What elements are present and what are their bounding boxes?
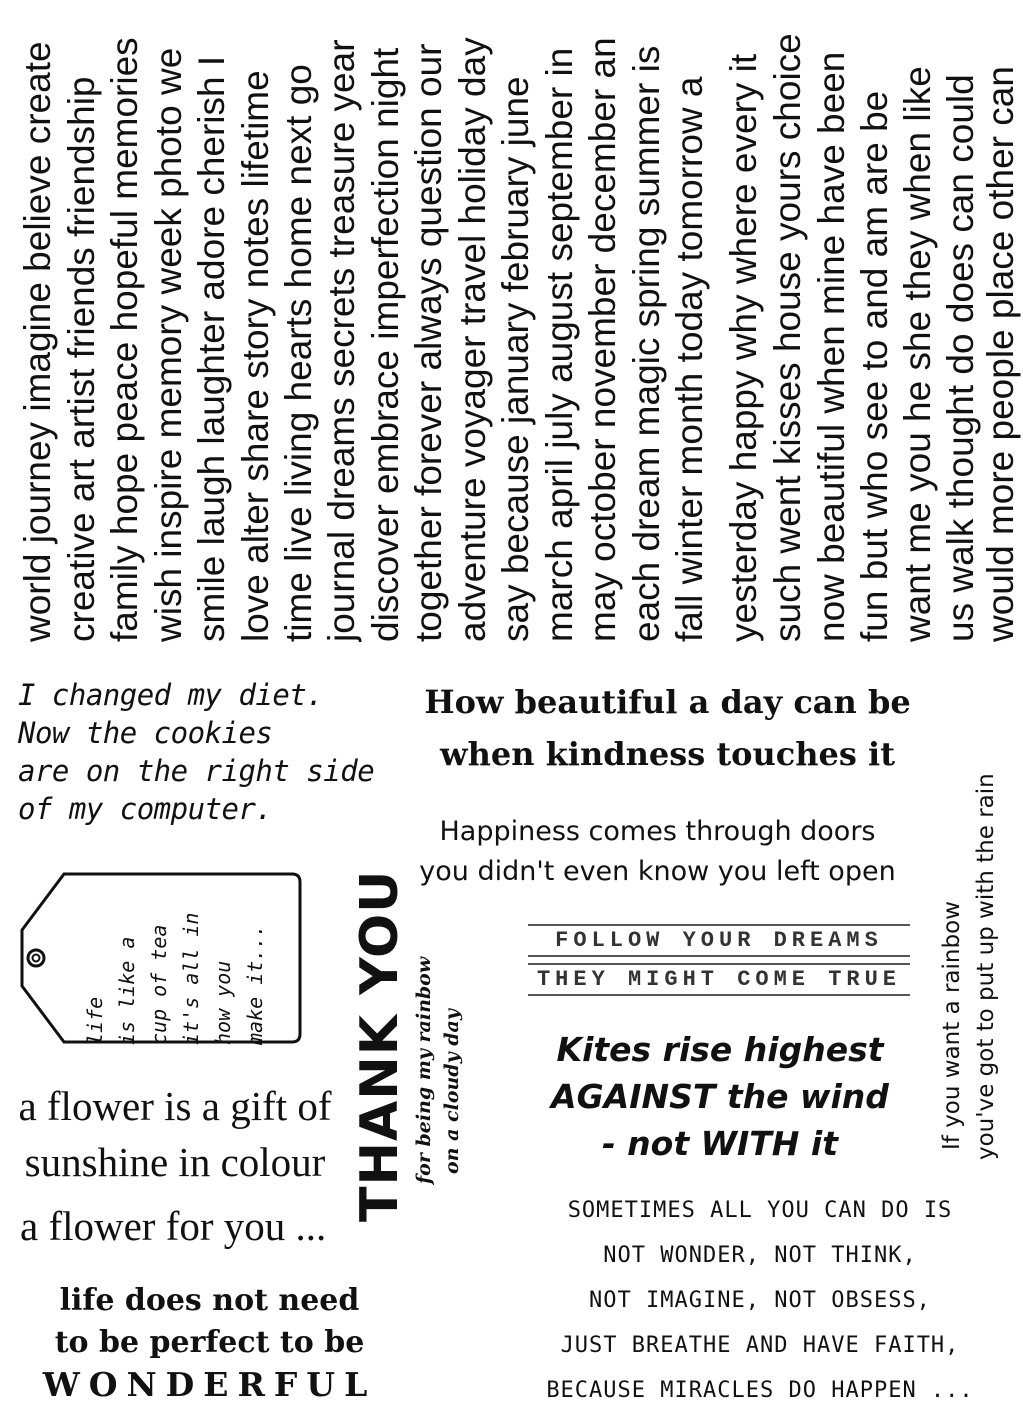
kites-quote: [520, 1026, 920, 1167]
word-strips: [0, 0, 1023, 660]
diet-line: Now the cookies: [18, 716, 273, 750]
tag-line: life: [83, 996, 107, 1045]
word-strip: now beautiful when mine have been: [811, 51, 852, 642]
sometimes-line: NOT WONDER, NOT THINK,: [603, 1243, 917, 1268]
happiness-line: Happiness comes through doors: [439, 816, 876, 847]
tag-line: how you: [211, 960, 235, 1045]
word-strip: journal dreams secrets treasure year: [321, 39, 362, 642]
beautiful-line: How beautiful a day can be: [424, 683, 911, 721]
flower-quote: [15, 1078, 335, 1190]
sometimes-line: JUST BREATHE AND HAVE FAITH,: [560, 1333, 960, 1358]
word-strip: smile laugh laughter adore cherish I: [191, 55, 232, 642]
thank-you-sub: for being my rainbow: [413, 956, 435, 1184]
kites-line: AGAINST the wind: [551, 1077, 889, 1116]
word-strip: together forever always question our: [408, 43, 449, 642]
thank-you-sub: on a cloudy day: [441, 1009, 463, 1174]
tea-tag: [16, 868, 306, 1048]
happiness-line: you didn't even know you left open: [419, 856, 896, 887]
word-strip: wish inspire memory week photo we: [148, 47, 189, 642]
word-strip: march april july august september in: [539, 47, 580, 642]
word-strip: adventure voyager travel holiday day: [452, 37, 493, 642]
beautiful-day-quote: [405, 676, 930, 780]
tag-line: cup of tea: [147, 924, 171, 1045]
wonderful-word: WONDERFUL: [42, 1365, 377, 1404]
kites-line: Kites rise highest: [556, 1030, 884, 1069]
word-strip: world journey imagine believe create: [17, 41, 58, 642]
happiness-quote: [400, 812, 915, 892]
tag-line: is like a: [115, 936, 139, 1045]
word-strip: each dream magic spring summer is: [626, 45, 667, 642]
diet-line: are on the right side: [18, 754, 375, 788]
word-strip: want me you he she they when like: [897, 66, 938, 642]
flower-line: a flower is a gift of: [18, 1083, 332, 1129]
sometimes-line: SOMETIMES ALL YOU CAN DO IS: [567, 1198, 953, 1223]
word-strip: such went kisses house yours choice: [767, 33, 808, 642]
rainbow-line: you've got to put up with the rain: [973, 773, 999, 1160]
word-strip: love alter share story notes lifetime: [235, 70, 276, 642]
word-strip: would more people place other can: [980, 66, 1021, 642]
word-strip: yesterday happy why where every it: [723, 53, 764, 642]
sometimes-line: BECAUSE MIRACLES DO HAPPEN ...: [546, 1378, 974, 1403]
rainbow-rotated: [935, 690, 1023, 1160]
rainbow-line: If you want a rainbow: [939, 901, 965, 1150]
diet-line: of my computer.: [18, 792, 273, 826]
word-strip: creative art artist friends friendship: [61, 76, 102, 642]
word-strip: family hope peace hopeful memories: [104, 37, 145, 642]
flower-line: sunshine in colour: [24, 1139, 326, 1185]
sometimes-line: NOT IMAGINE, NOT OBSESS,: [589, 1288, 931, 1313]
word-strip: say because january february june: [495, 76, 536, 642]
tag-text: [79, 873, 289, 1045]
tag-line: make it...: [243, 924, 267, 1045]
thank-you-block: [350, 869, 490, 1222]
beautiful-line: when kindness touches it: [440, 735, 895, 773]
word-strip: discover embrace imperfection night: [365, 47, 406, 642]
follow-dreams: [528, 918, 910, 1002]
kites-line: - not WITH it: [602, 1124, 838, 1163]
tag-line: it's all in: [179, 912, 203, 1045]
word-strip: time live living hearts home next go: [278, 64, 319, 642]
follow-line: THEY MIGHT COME TRUE: [528, 963, 910, 996]
diet-quote: [18, 676, 398, 828]
word-strip: fun but who see to and am are be: [854, 90, 895, 642]
word-strip: us walk thought do does can could: [940, 74, 981, 642]
sometimes-quote: [490, 1188, 1023, 1413]
word-strip: may october november december an: [582, 37, 623, 642]
word-strip: fall winter month today tomorrow a: [669, 76, 710, 642]
thank-you-title: THANK YOU: [350, 869, 410, 1222]
follow-line: FOLLOW YOUR DREAMS: [528, 924, 910, 957]
life-line: to be perfect to be: [54, 1325, 365, 1360]
life-line: life does not need: [59, 1283, 360, 1318]
wonderful-quote: [12, 1280, 407, 1406]
rainbow-quote: [935, 690, 1023, 1160]
flower-for-you: a flower for you ...: [20, 1203, 327, 1249]
diet-line: I changed my diet.: [18, 678, 324, 712]
thank-you-rotated: [350, 869, 490, 1222]
